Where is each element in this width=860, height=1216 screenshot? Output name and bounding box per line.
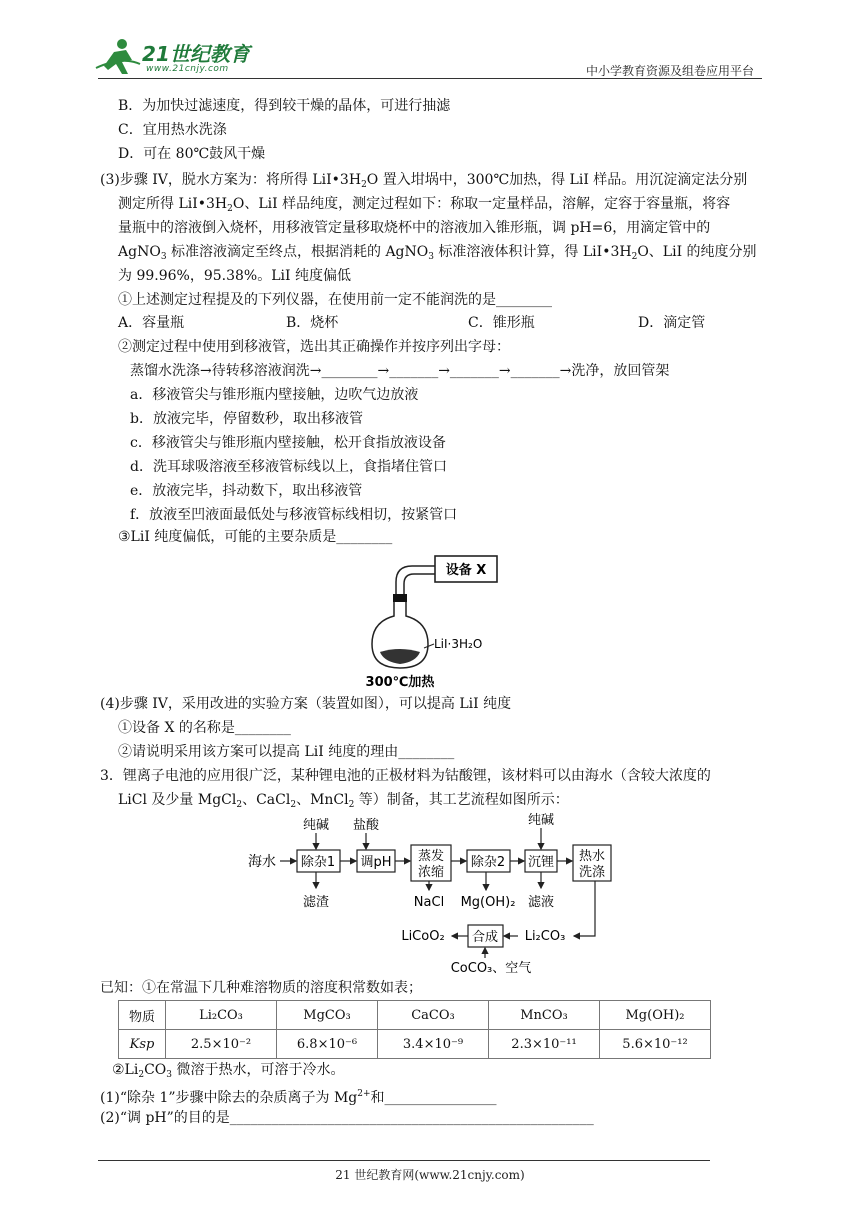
output-nacl: NaCl <box>413 895 445 910</box>
p3-line-1: 3．锂离子电池的应用很广泛，某种锂电池的正极材料为钴酸锂，该材料可以由海水（含较大浓度的 <box>100 768 711 784</box>
apparatus-figure <box>360 552 560 690</box>
table-header-cell: Li₂CO₃ <box>166 1001 277 1030</box>
table-cell: 5.6×10⁻¹² <box>600 1030 711 1059</box>
op-f: f．放液至凹液面最低处与移液管标线相切，按紧管口 <box>130 507 458 523</box>
box-impurity-2: 除杂2 <box>470 855 506 870</box>
q4-sub-2: ②请说明采用该方案可以提高 LiI 纯度的理由________ <box>118 744 455 760</box>
p3-q2: (2)“调 pH”的目的是____________________________________________________ <box>100 1110 594 1126</box>
option-b: B．为加快过滤速度，得到较干燥的晶体，可进行抽滤 <box>118 98 451 114</box>
q3-1-option-d: D．滴定管 <box>638 315 706 331</box>
q4-line: (4)步骤 IV，采用改进的实验方案（装置如图），可以提高 LiI 纯度 <box>100 696 512 712</box>
q3-2-sequence: 蒸馏水洗涤→待转移溶液润洗→________→_______→_______→_______→洗净，放回管架 <box>130 363 670 379</box>
table-header-cell: CaCO₃ <box>378 1001 489 1030</box>
option-c: C．宜用热水洗涤 <box>118 122 227 138</box>
table-header-cell: MgCO₃ <box>277 1001 378 1030</box>
q3-1-option-c: C．锥形瓶 <box>468 315 535 331</box>
input-soda-2: 纯碱 <box>527 813 555 828</box>
note-2: $②Li_2CO_3$ 微溶于热水，可溶于冷水。 <box>112 1062 345 1080</box>
output-residue: 滤渣 <box>302 895 330 910</box>
q3-line-5: 为 99.96%，95.38%。LiI 纯度偏低 <box>118 268 351 284</box>
table-header-cell: MnCO₃ <box>489 1001 600 1030</box>
table-cell: 2.3×10⁻¹¹ <box>489 1030 600 1059</box>
table-header-row <box>119 1001 711 1030</box>
seawater-label: 海水 <box>248 854 276 870</box>
ksp-table <box>118 1000 711 1059</box>
box-impurity-1: 除杂1 <box>300 855 336 870</box>
platform-name: 中小学教育资源及组卷应用平台 <box>585 64 754 78</box>
heat-label: 300℃加热 <box>365 675 435 690</box>
op-e: e．放液完毕，抖动数下，取出移液管 <box>130 483 363 499</box>
q3-line-2: 测定所得 $LiI•3H_2O$、LiI 样品纯度，测定过程如下：称取一定量样品，溶解，定容于容量瓶，将容 <box>118 196 731 214</box>
op-b: b．放液完毕，停留数秒，取出移液管 <box>130 411 363 427</box>
input-soda-1: 纯碱 <box>302 818 330 833</box>
box-adjust-ph: 调pH <box>360 855 392 870</box>
device-x-label: 设备 X <box>445 563 487 578</box>
op-d: d．洗耳球吸溶液至移液管标线以上，食指堵住管口 <box>130 459 447 475</box>
p3-q1: (1)“除杂 1”步骤中除去的杂质离子为 $Mg^{2+}$和________________ <box>100 1089 497 1106</box>
box-hot-wash-1: 热水 <box>578 849 606 864</box>
logo-text: 21世纪教育 <box>142 42 250 66</box>
q3-sub-3: ③LiI 纯度偏低，可能的主要杂质是________ <box>118 529 393 545</box>
table-header-cell: 物质 <box>119 1001 166 1030</box>
op-a: a．移液管尖与锥形瓶内壁接触，边吹气边放液 <box>130 387 419 403</box>
table-cell: 2.5×10⁻² <box>166 1030 277 1059</box>
box-evaporate-1: 蒸发 <box>417 849 445 864</box>
q3-line-4: AgNO$_3$ 标准溶液滴定至终点，根据消耗的 AgNO$_3$ 标准溶液体积计算，得 $LiI•3H_2O$、LiI 的纯度分别 <box>118 244 757 262</box>
table-row <box>119 1030 711 1059</box>
q3-1-option-b: B．烧杯 <box>286 315 339 331</box>
box-precipitate-li: 沉锂 <box>527 855 555 870</box>
footer-divider <box>98 1160 710 1161</box>
q3-1-option-a: A．容量瓶 <box>118 315 185 331</box>
licoo2-label: LiCoO₂ <box>401 929 445 944</box>
box-synthesis: 合成 <box>471 930 499 945</box>
q3-line-3: 量瓶中的溶液倒入烧杯，用移液管定量移取烧杯中的溶液加入锥形瓶，调 pH=6，用滴定管中的 <box>118 220 711 236</box>
op-c: c．移液管尖与锥形瓶内壁接触，松开食指放液设备 <box>130 435 446 451</box>
p3-line-2: LiCl 及少量 MgCl$_2$、CaCl$_2$、MnCl$_2$ 等）制备，其工艺流程如图所示： <box>118 792 569 810</box>
known-line: 已知：①在常温下几种难溶物质的溶度积常数如表； <box>100 980 422 996</box>
input-hcl: 盐酸 <box>352 818 380 833</box>
logo-url: www.21cnjy.com <box>146 64 229 74</box>
header-divider <box>98 78 762 79</box>
q4-sub-1: ①设备 X 的名称是________ <box>118 720 291 736</box>
process-flow-diagram <box>240 812 620 978</box>
option-d: D．可在 80℃鼓风干燥 <box>118 146 266 162</box>
footer-text: 21 世纪教育网(www.21cnjy.com) <box>335 1168 525 1182</box>
table-header-cell: Mg(OH)₂ <box>600 1001 711 1030</box>
stopper <box>393 594 407 602</box>
box-evaporate-2: 浓缩 <box>417 865 445 880</box>
q3-sub-1: ①上述测定过程提及的下列仪器，在使用前一定不能润洗的是________ <box>118 292 552 308</box>
q3-sub-2: ②测定过程中使用到移液管，选出其正确操作并按序列出字母： <box>118 339 510 355</box>
li2co3-label: Li₂CO₃ <box>524 929 566 944</box>
table-cell: 3.4×10⁻⁹ <box>378 1030 489 1059</box>
output-filtrate: 滤液 <box>527 895 555 910</box>
table-row-label: Ksp <box>119 1030 166 1059</box>
output-mgoh2: Mg(OH)₂ <box>460 895 516 910</box>
table-cell: 6.8×10⁻⁶ <box>277 1030 378 1059</box>
coco3-label: CoCO₃、空气 <box>450 961 532 976</box>
q3-line-1: (3)步骤 IV，脱水方案为：将所得 $LiI•3H_2O$ 置入坩埚中，300℃加热，得 LiI 样品。用沉淀滴定法分别 <box>100 172 748 190</box>
box-hot-wash-2: 洗涤 <box>578 865 606 880</box>
compound-label: LiI·3H₂O <box>434 637 483 651</box>
